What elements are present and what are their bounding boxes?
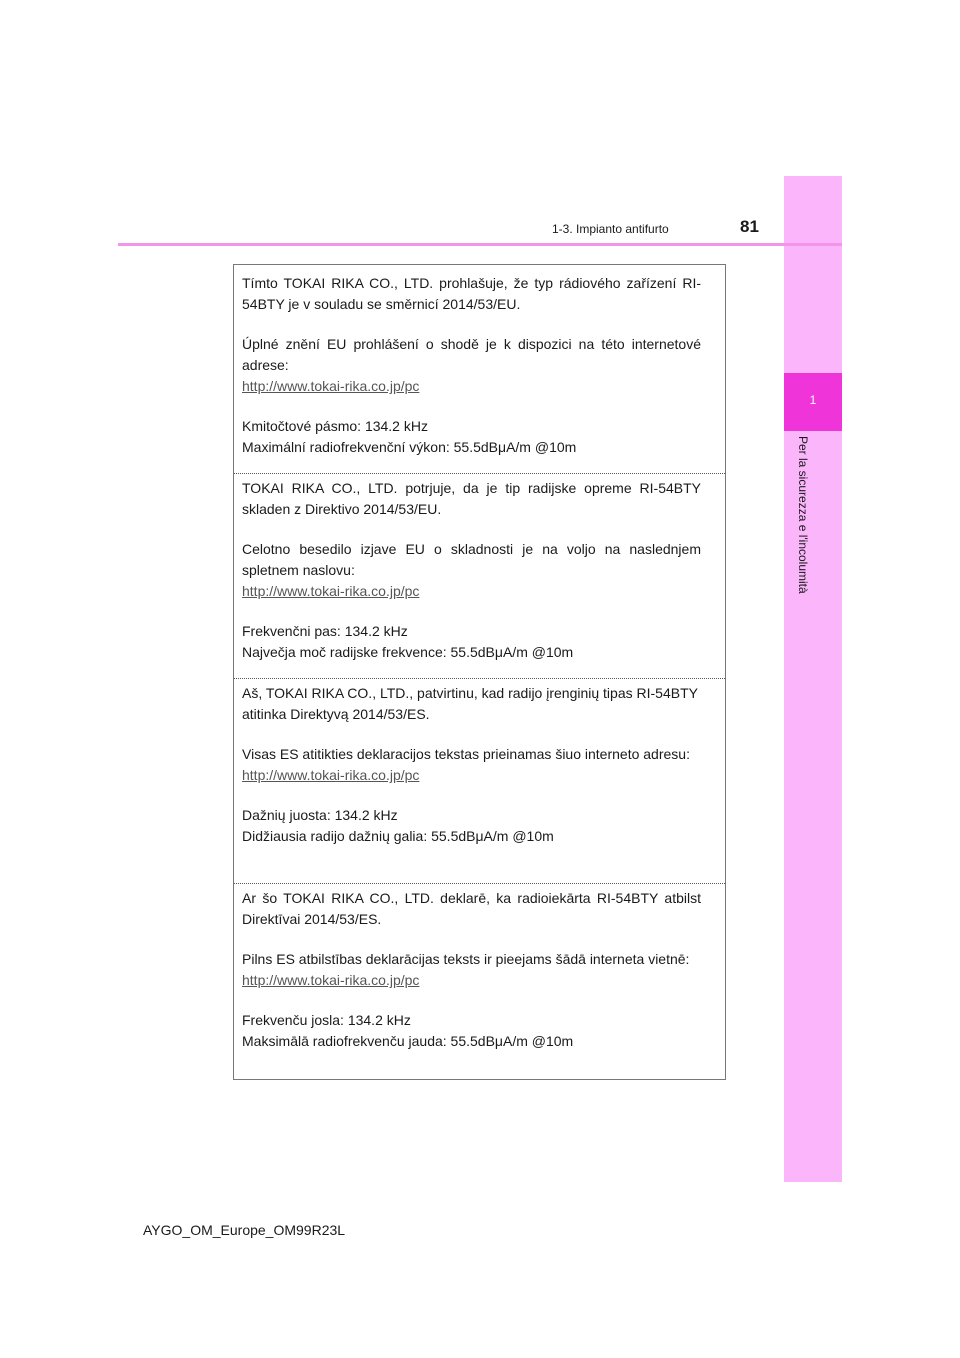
declaration-availability: Úplné znění EU prohlášení o shodě je k dispozici na této internetové adrese:: [242, 336, 701, 373]
declaration-power: Maksimālā radiofrekvenču jauda: 55.5dBμA/m @10m: [242, 1033, 574, 1049]
block-divider: [234, 678, 725, 679]
chapter-tab[interactable]: [784, 373, 842, 431]
declaration-frequency: Frekvenču josla: 134.2 kHz: [242, 1012, 411, 1028]
declaration-statement: Tímto TOKAI RIKA CO., LTD. prohlašuje, že typ rádiového zařízení RI-54BTY je v souladu se směrnicí 2014/53/EU.: [242, 275, 701, 312]
block-divider: [234, 883, 725, 884]
declaration-block-sl: [234, 478, 725, 663]
footer-document-code: AYGO_OM_Europe_OM99R23L: [143, 1222, 346, 1238]
header-rule: [118, 243, 842, 246]
declaration-frequency: Frekvenčni pas: 134.2 kHz: [242, 623, 408, 639]
declaration-availability: Celotno besedilo izjave EU o skladnosti je na voljo na naslednjem spletnem naslovu:: [242, 541, 701, 578]
chapter-title: Per la sicurezza e l'incolumità: [796, 436, 810, 594]
chapter-number: 1: [809, 393, 817, 407]
declaration-availability: Visas ES atitikties deklaracijos tekstas prieinamas šiuo interneto adresu:: [242, 746, 690, 762]
declaration-url-link[interactable]: http://www.tokai-rika.co.jp/pc: [242, 378, 420, 394]
declaration-statement: Aš, TOKAI RIKA CO., LTD., patvirtinu, kad radijo įrenginių tipas RI-54BTY atitinka Direktyvą 2014/53/ES.: [242, 685, 698, 722]
declaration-frequency: Dažnių juosta: 134.2 kHz: [242, 807, 398, 823]
block-divider: [234, 473, 725, 474]
declaration-block-lt: [234, 683, 725, 847]
declaration-url-link[interactable]: http://www.tokai-rika.co.jp/pc: [242, 583, 420, 599]
declaration-availability: Pilns ES atbilstības deklarācijas teksts ir pieejams šādā interneta vietnē:: [242, 951, 690, 967]
declaration-statement: TOKAI RIKA CO., LTD. potrjuje, da je tip radijske opreme RI-54BTY skladen z Direktivo 2014/53/EU.: [242, 480, 701, 517]
side-tab-bar: [784, 176, 842, 1182]
declaration-url-link[interactable]: http://www.tokai-rika.co.jp/pc: [242, 767, 420, 783]
declaration-statement: Ar šo TOKAI RIKA CO., LTD. deklarē, ka radioiekārta RI-54BTY atbilst Direktīvai 2014/53/ES.: [242, 890, 701, 927]
section-title: 1-3. Impianto antifurto: [552, 222, 669, 236]
declaration-block-lv: [234, 888, 725, 1052]
declaration-box: [233, 264, 726, 1080]
declaration-frequency: Kmitočtové pásmo: 134.2 kHz: [242, 418, 428, 434]
declaration-power: Didžiausia radijo dažnių galia: 55.5dBμA/m @10m: [242, 828, 554, 844]
declaration-block-cs: [234, 273, 725, 458]
declaration-url-link[interactable]: http://www.tokai-rika.co.jp/pc: [242, 972, 420, 988]
page-number: 81: [740, 217, 759, 236]
declaration-power: Največja moč radijske frekvence: 55.5dBμA/m @10m: [242, 644, 574, 660]
declaration-power: Maximální radiofrekvenční výkon: 55.5dBμA/m @10m: [242, 439, 577, 455]
